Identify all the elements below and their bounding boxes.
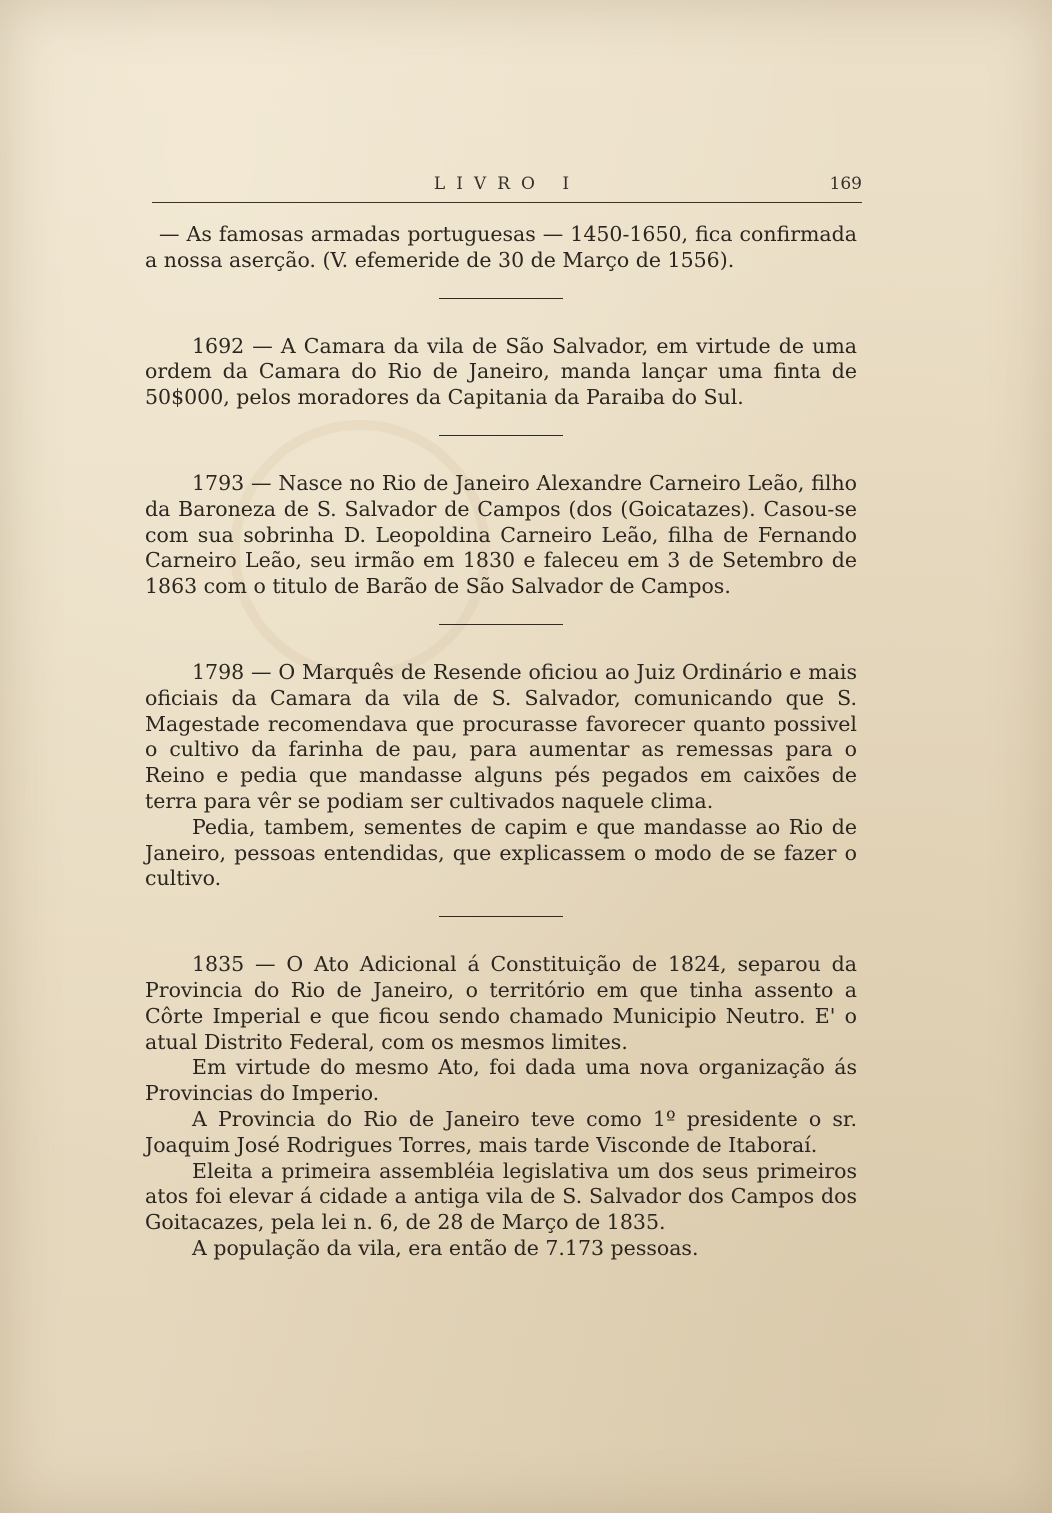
page-number: 169: [829, 174, 862, 194]
paragraph-1692: 1692 — A Camara da vila de São Salvador, em virtude de uma ordem da Camara do Rio de Janeiro, manda lançar uma finta de 50$000, pelos moradores da Capitania da Paraiba do Sul.: [145, 333, 857, 410]
paragraph-1835-organizacao: Em virtude do mesmo Ato, foi dada uma nova organização ás Provincias do Imperio.: [145, 1055, 857, 1106]
running-title: LIVRO I: [433, 174, 581, 194]
page-body: [145, 222, 857, 1262]
paragraph-1835: 1835 — O Ato Adicional á Constituição de 1824, separou da Provincia do Rio de Janeiro, o território em que tinha assento a Côrte Imperial e que ficou sendo chamado Municipio Neutro. E' o atual Distrito Federal, com os mesmos limites.: [145, 952, 857, 1054]
paragraph-1798-continued: Pedia, tambem, sementes de capim e que mandasse ao Rio de Janeiro, pessoas entendidas, que explicassem o modo de se fazer o cultivo.: [145, 814, 857, 891]
paragraph-1798: 1798 — O Marquês de Resende oficiou ao Juiz Ordinário e mais oficiais da Camara da vila de S. Salvador, comunicando que S. Magestade recomendava que procurasse favorecer quanto possivel o cultivo da farinha de pau, para aumentar as remessas para o Reino e pedia que mandasse alguns pés pegados em caixões de terra para vêr se podiam ser cultivados naquele clima.: [145, 659, 857, 813]
paragraph-1835-assembleia: Eleita a primeira assembléia legislativa um dos seus primeiros atos foi elevar á cidade a antiga vila de S. Salvador dos Campos dos Goitacazes, pela lei n. 6, de 28 de Março de 1835.: [145, 1158, 857, 1235]
section-divider: [439, 916, 563, 917]
section-divider: [439, 298, 563, 299]
section-divider: [439, 624, 563, 625]
paragraph-1835-populacao: A população da vila, era então de 7.173 pessoas.: [192, 1235, 699, 1260]
paragraph-armadas: — As famosas armadas portuguesas — 1450-1650, fica confirmada a nossa aserção. (V. efemeride de 30 de Março de 1556).: [145, 222, 857, 272]
section-divider: [439, 435, 563, 436]
page-header: [152, 170, 862, 203]
paragraph-1793: 1793 — Nasce no Rio de Janeiro Alexandre Carneiro Leão, filho da Baroneza de S. Salvador de Campos (dos (Goicatazes). Casou-se com sua sobrinha D. Leopoldina Carneiro Leão, filha de Fernando Carneiro Leão, seu irmão em 1830 e faleceu em 3 de Setembro de 1863 com o titulo de Barão de São Salvador de Campos.: [145, 470, 857, 599]
paragraph-1835-presidente: A Provincia do Rio de Janeiro teve como 1º presidente o sr. Joaquim José Rodrigues Torres, mais tarde Visconde de Itaboraí.: [145, 1106, 857, 1157]
